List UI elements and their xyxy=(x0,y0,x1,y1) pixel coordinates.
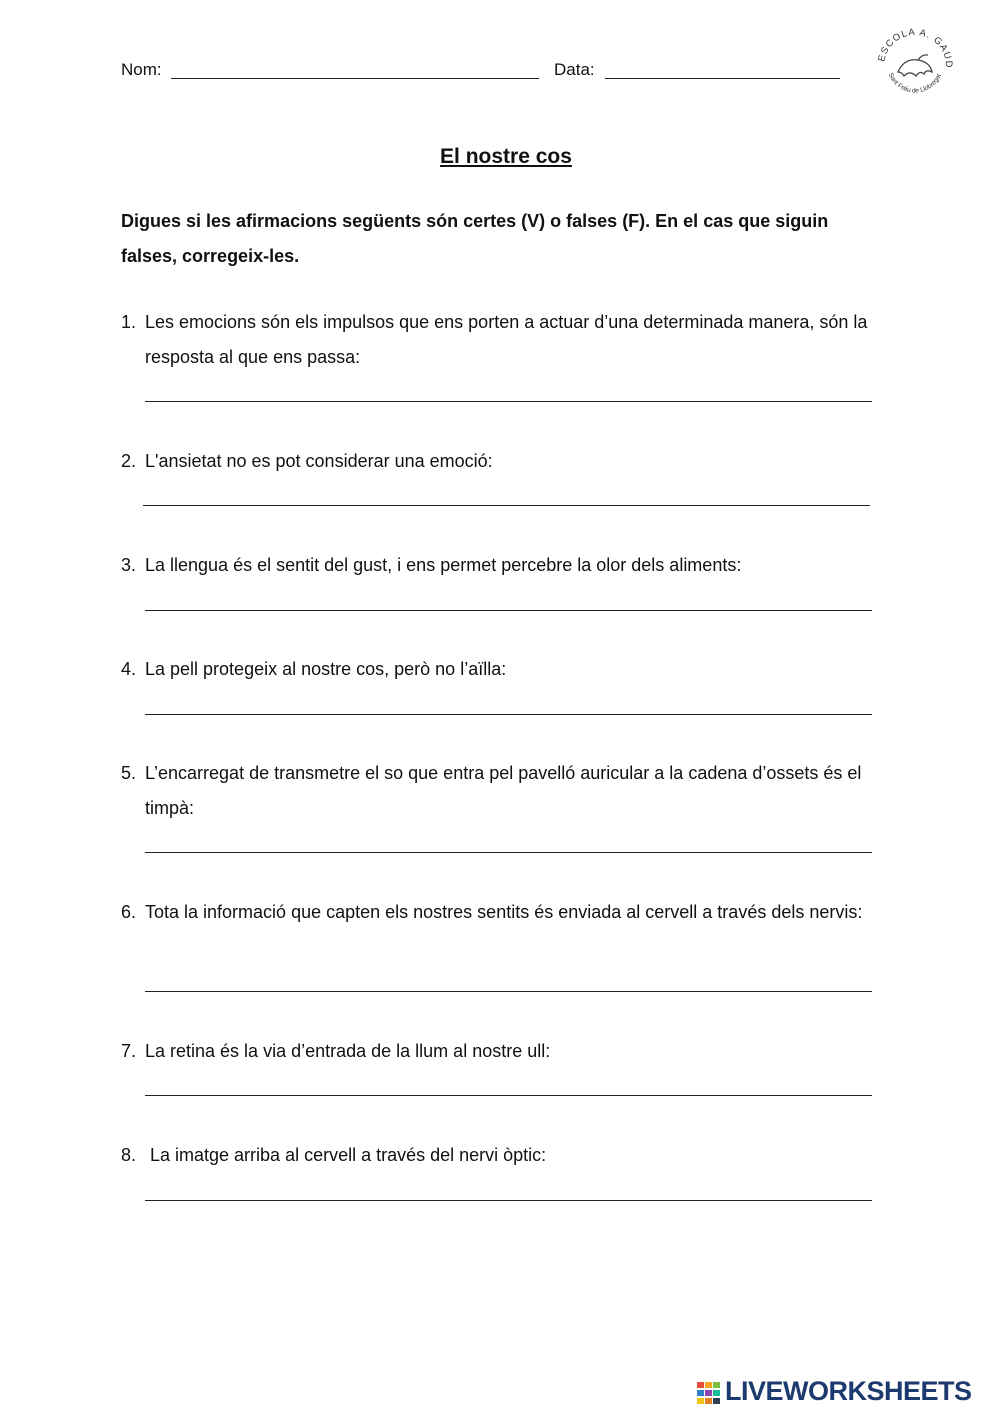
date-input-line[interactable] xyxy=(605,78,840,79)
question-number: 7. xyxy=(121,1041,137,1061)
page-title: El nostre cos xyxy=(440,145,572,168)
instructions: Digues si les afirmacions següents són certes (V) o falses (F). En el cas que siguin falses, corregeix-les. xyxy=(121,211,829,266)
question-text: Tota la informació que capten els nostres sentits és enviada al cervell a través dels nervis: xyxy=(145,902,863,922)
answer-line-3[interactable] xyxy=(145,610,872,611)
question-number: 4. xyxy=(121,659,137,679)
question-text: La imatge arriba al cervell a través del nervi òptic: xyxy=(145,1145,547,1165)
question-text: La pell protegeix al nostre cos, però no l’aïlla: xyxy=(145,659,507,679)
question-1 xyxy=(121,305,891,375)
question-4 xyxy=(121,652,891,687)
liveworksheets-watermark xyxy=(695,1374,995,1410)
answer-line-8[interactable] xyxy=(145,1200,872,1201)
logo-bottom-text: Sant Feliu de Llobregat xyxy=(886,71,943,95)
answer-line-2[interactable] xyxy=(143,505,870,506)
name-label: Nom: xyxy=(121,60,162,79)
answer-line-1[interactable] xyxy=(145,401,872,402)
name-input-line[interactable] xyxy=(171,78,539,79)
liveworksheets-grid-icon xyxy=(697,1382,721,1404)
question-number: 5. xyxy=(121,763,137,783)
question-text: L'ansietat no es pot considerar una emoció: xyxy=(145,451,493,471)
answer-line-7[interactable] xyxy=(145,1095,872,1096)
watermark-text: LIVEWORKSHEETS xyxy=(725,1376,972,1406)
question-text: La llengua és el sentit del gust, i ens permet percebre la olor dels aliments: xyxy=(145,555,742,575)
question-2 xyxy=(121,444,891,479)
answer-line-5[interactable] xyxy=(145,852,872,853)
svg-text:ESCOLA A. GAUDÍ xyxy=(874,22,954,69)
question-text: L’encarregat de transmetre el so que entra pel pavelló auricular a la cadena d’ossets és el timpà: xyxy=(145,763,862,818)
question-7 xyxy=(121,1034,891,1069)
logo-top-text: ESCOLA A. GAUD xyxy=(876,26,955,69)
question-3 xyxy=(121,548,891,583)
question-number: 3. xyxy=(121,555,137,575)
question-5 xyxy=(121,756,891,826)
question-6 xyxy=(121,895,891,930)
school-stamp-icon xyxy=(874,22,956,104)
question-number: 1. xyxy=(121,312,137,332)
question-text: La retina és la via d’entrada de la llum al nostre ull: xyxy=(145,1041,551,1061)
question-text: Les emocions són els impulsos que ens porten a actuar d’una determinada manera, són la resposta al que ens passa: xyxy=(145,312,868,367)
date-label: Data: xyxy=(554,60,595,79)
question-number: 2. xyxy=(121,451,137,471)
answer-line-4[interactable] xyxy=(145,714,872,715)
answer-line-6[interactable] xyxy=(145,991,872,992)
question-number: 8. xyxy=(121,1145,137,1165)
question-8 xyxy=(121,1138,891,1173)
school-logo xyxy=(874,22,956,104)
question-number: 6. xyxy=(121,902,137,922)
